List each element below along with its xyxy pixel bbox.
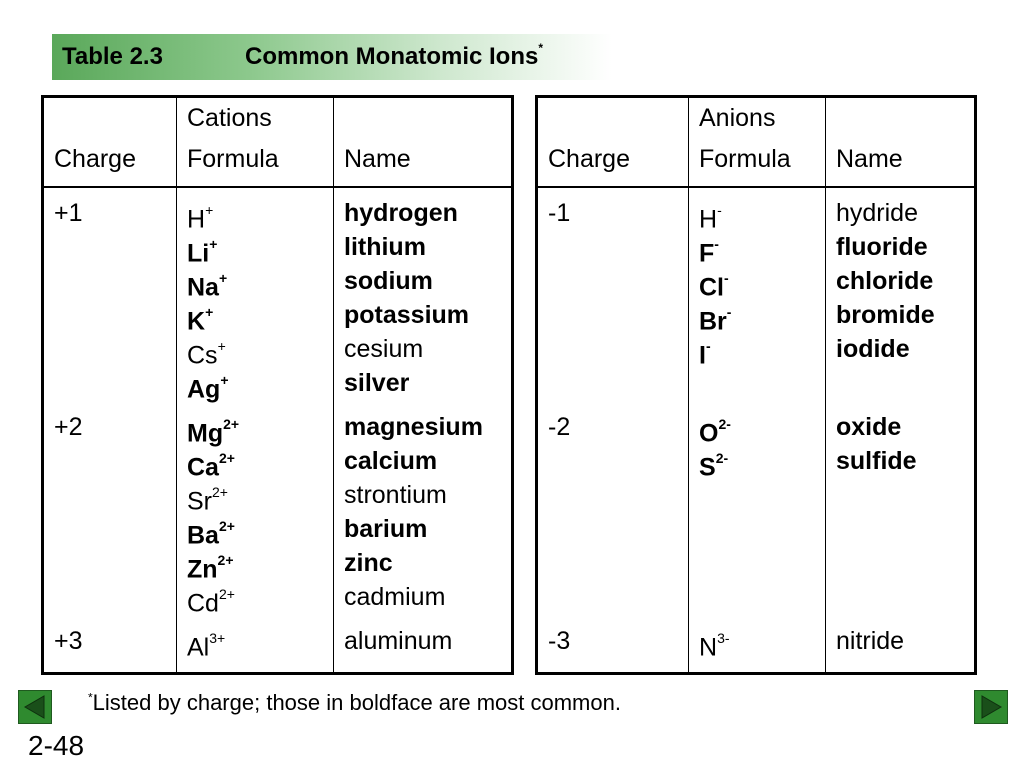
triangle-right-icon: [978, 694, 1004, 720]
ion-name: hydrogen: [344, 199, 458, 227]
ion-formula: [699, 332, 825, 370]
ion-name: potassium: [344, 301, 470, 329]
ion-charge: +: [218, 270, 228, 286]
cations-header-charge: Charge: [43, 97, 177, 188]
anions-header-name: Name: [826, 97, 976, 188]
ion-name: iodide: [836, 335, 910, 363]
charge-label: [548, 298, 688, 332]
cations-body-row: [43, 187, 513, 674]
ion-charge: 2+: [218, 586, 235, 602]
charge-label: -3: [548, 627, 571, 655]
group-spacer: [836, 614, 974, 624]
charge-label: [548, 264, 688, 298]
ion-charge: +: [205, 202, 214, 218]
ion-charge: 2-: [715, 450, 729, 466]
cations-header-name: Name: [334, 97, 513, 188]
group-spacer: [344, 400, 511, 410]
element-symbol: Cs: [187, 341, 218, 370]
charge-label: [54, 298, 176, 332]
group-spacer: [54, 400, 176, 410]
element-symbol: H: [699, 205, 718, 234]
ion-charge: 3-: [717, 630, 730, 646]
ion-charge: 2+: [218, 518, 235, 534]
ion-name: bromide: [836, 301, 935, 329]
group-spacer: [699, 400, 825, 410]
ion-formula: [699, 624, 825, 662]
charge-label: -1: [548, 199, 571, 227]
ion-name: [836, 512, 974, 546]
anions-name-column: [826, 187, 976, 674]
element-symbol: H: [187, 205, 206, 234]
cations-charge-column: [43, 187, 177, 674]
group-spacer: [699, 614, 825, 624]
ion-name: [836, 546, 974, 580]
element-symbol: Cd: [187, 589, 219, 618]
ion-name: strontium: [344, 481, 447, 509]
element-symbol: Ca: [187, 453, 219, 482]
charge-label: [54, 444, 176, 478]
element-symbol: Sr: [187, 487, 212, 516]
anions-header-formula: Anions Formula: [689, 97, 826, 188]
footnote-text: Listed by charge; those in boldface are most common.: [92, 690, 621, 715]
charge-label: +2: [54, 413, 83, 441]
charge-label: [548, 478, 688, 512]
cations-table: [41, 95, 514, 675]
charge-label: +3: [54, 627, 83, 655]
cations-header-formula: Cations Formula: [177, 97, 334, 188]
group-spacer: [836, 400, 974, 410]
footnote: [88, 690, 621, 716]
charge-label: -2: [548, 413, 571, 441]
ion-charge: -: [714, 236, 719, 252]
ion-name: magnesium: [344, 413, 483, 441]
ion-formula: [699, 264, 825, 302]
slide-number: 2-48: [28, 730, 85, 761]
ion-name: oxide: [836, 413, 902, 441]
charge-label: +1: [54, 199, 83, 227]
ion-formula: [187, 580, 333, 618]
group-spacer: [548, 614, 688, 624]
charge-label: [54, 332, 176, 366]
ion-formula: [187, 478, 333, 516]
ion-name: hydride: [836, 199, 918, 227]
ion-charge: +: [220, 372, 229, 388]
ion-formula: [699, 366, 825, 400]
ion-name: sodium: [344, 267, 433, 295]
ion-name: silver: [344, 369, 410, 397]
table-number: Table 2.3: [62, 43, 163, 70]
ion-formula: [699, 580, 825, 614]
ion-charge: 2+: [223, 416, 240, 432]
charge-label: [548, 332, 688, 366]
ion-name: chloride: [836, 267, 934, 295]
ion-formula: [699, 478, 825, 512]
charge-label: [548, 366, 688, 400]
element-symbol: Mg: [187, 419, 224, 448]
ion-formula: [187, 512, 333, 550]
charge-label: [54, 512, 176, 546]
group-spacer: [54, 614, 176, 624]
ion-charge: -: [726, 304, 732, 320]
ion-charge: +: [205, 304, 214, 320]
element-symbol: Cl: [699, 273, 724, 302]
ion-formula: [187, 410, 333, 448]
anions-formula-column: [689, 187, 826, 674]
ion-name: [836, 580, 974, 614]
element-symbol: N: [699, 633, 718, 662]
ion-charge: 2+: [218, 450, 235, 466]
charge-label: [548, 512, 688, 546]
charge-label: [54, 264, 176, 298]
ion-name: cadmium: [344, 583, 446, 611]
ion-charge: +: [217, 338, 226, 354]
element-symbol: Ba: [187, 521, 219, 550]
ion-formula: [187, 298, 333, 336]
cations-formula-column: [177, 187, 334, 674]
ion-formula: [699, 410, 825, 448]
element-symbol: Br: [699, 307, 727, 336]
ion-charge: -: [705, 338, 711, 354]
element-symbol: Al: [187, 633, 210, 662]
charge-label: [54, 478, 176, 512]
element-symbol: I: [699, 341, 706, 370]
ion-formula: [699, 512, 825, 546]
charge-label: [54, 546, 176, 580]
ion-formula: [187, 444, 333, 482]
ion-name: sulfide: [836, 447, 917, 475]
ion-charge: 3+: [209, 630, 226, 646]
element-symbol: Zn: [187, 555, 218, 584]
ion-formula: [699, 230, 825, 268]
ion-name: calcium: [344, 447, 438, 475]
group-spacer: [344, 614, 511, 624]
ion-name: zinc: [344, 549, 393, 577]
previous-slide-button[interactable]: [18, 690, 52, 724]
ion-formula: [187, 624, 333, 662]
table-title-text: Common Monatomic Ions: [245, 43, 539, 70]
ion-name: barium: [344, 515, 428, 543]
ion-formula: [187, 366, 333, 404]
ion-charge: 2+: [212, 484, 228, 500]
ion-name: aluminum: [344, 627, 453, 655]
charge-label: [548, 580, 688, 614]
triangle-left-icon: [22, 694, 48, 720]
ion-charge: 2+: [217, 552, 234, 568]
ion-name: nitride: [836, 627, 905, 655]
ion-charge: 2-: [718, 416, 731, 432]
footnote-mark: *: [88, 690, 93, 705]
element-symbol: K: [187, 307, 206, 336]
element-symbol: Li: [187, 239, 210, 268]
ion-name: fluoride: [836, 233, 928, 261]
table-title: [245, 43, 543, 71]
anions-header-row: [537, 97, 976, 188]
footnote-mark: *: [538, 41, 544, 55]
anions-table: [535, 95, 977, 675]
charge-label: [548, 230, 688, 264]
ion-formula: [699, 196, 825, 234]
ion-name: lithium: [344, 233, 426, 261]
ion-formula: [699, 546, 825, 580]
group-spacer: [548, 400, 688, 410]
ion-charge: +: [209, 236, 218, 252]
element-symbol: Ag: [187, 375, 221, 404]
cations-header-row: [43, 97, 513, 188]
ion-name: cesium: [344, 335, 424, 363]
ion-formula: [699, 444, 825, 482]
anions-header-charge: Charge: [537, 97, 689, 188]
ion-formula: [187, 230, 333, 268]
charge-label: [54, 230, 176, 264]
charge-label: [548, 444, 688, 478]
element-symbol: F: [699, 239, 715, 268]
cations-name-column: [334, 187, 513, 674]
anions-charge-column: [537, 187, 689, 674]
element-symbol: S: [699, 453, 716, 482]
ion-charge: -: [724, 270, 729, 286]
charge-label: [54, 366, 176, 400]
charge-label: [54, 580, 176, 614]
element-symbol: O: [699, 419, 719, 448]
ion-formula: [187, 546, 333, 584]
anions-body-row: [537, 187, 976, 674]
ion-formula: [699, 298, 825, 336]
ion-name: [836, 478, 974, 512]
ion-formula: [187, 332, 333, 370]
ion-formula: [187, 264, 333, 302]
next-slide-button[interactable]: [974, 690, 1008, 724]
ion-formula: [187, 196, 333, 234]
element-symbol: Na: [187, 273, 219, 302]
charge-label: [548, 546, 688, 580]
ion-name: [836, 366, 974, 400]
ion-charge: -: [717, 202, 722, 218]
